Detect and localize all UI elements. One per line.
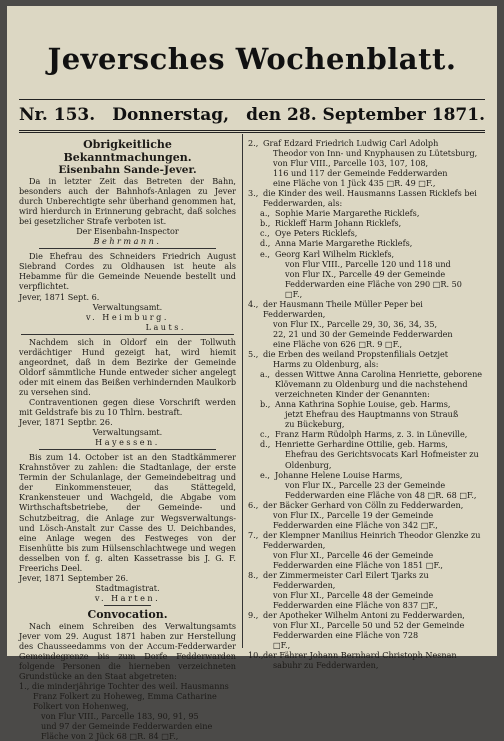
left-column <box>19 138 236 741</box>
register-item-text: der Klempner Manilius Heinrich Theodor Glenzke zu Fedderwarden, <box>263 529 481 550</box>
register-item-text: Fedderwarden eine Fläche von 837 □F., <box>273 600 438 611</box>
register-item <box>248 439 484 469</box>
register-item-text: von Flur IX., Parcelle 19 der Gemeinde <box>273 509 434 520</box>
register-item-text: Anna Marie Margarethe Ricklefs, <box>275 238 413 249</box>
notice-taxes: Bis zum 14. October ist an den Stadtkämmerer Krahnstöver zu zahlen: die Stadtanlage, der erste Termin der Schulanlage, der Gemeindebeitrag und der Einkommensteuer, das Stättegeld, Krankensteuer und Wachgeld, die Abgabe vom Wirthschaftsbetriebe, der Gemeinde- und Schutzbeitrag, die Anlage zur Wegsverwaltungs- und Lösch-Anstalt zur Casse des U. Deichbandes, eine Anlage wegen des Festweges von der Eisenhütte bis zum Hülsenschlachtwege und wegen desselben von f. g. alten Kassetrasse bis J. G. F. Freerichs Deel. <box>19 452 236 573</box>
register-item-number: 8., <box>248 570 259 581</box>
notice-rabies-office: Verwaltungsamt. <box>92 427 163 438</box>
register-item <box>248 218 484 228</box>
register-item-text: von Flur IX., Parcelle 23 der Gemeinde <box>285 479 446 490</box>
notice-midwife-sign2: Lauts. <box>145 321 186 332</box>
register-item-number: 3., <box>248 188 259 199</box>
newspaper-page <box>7 6 497 741</box>
register-item-number: 10., <box>248 650 264 661</box>
register-item-text: □F., <box>273 640 291 651</box>
register-item-text: von Flur IX., Parcelle 29, 30, 36, 34, 35, <box>273 318 438 329</box>
convocation-item-line: Folkert von Hohenweg, <box>33 701 129 712</box>
register-item-text: dessen Wittwe Anna Carolina Henriette, geborene Klövemann zu Oldenburg und die nachstehend verzeichneten Kinder der Genannten: <box>275 369 483 400</box>
issue-date: den 28. September 1871. <box>246 105 485 125</box>
convocation-intro: Nach einem Schreiben des Verwaltungsamts Jever vom 29. August 1871 haben zur Herstellung des Chausseedamms von der Accum-Fedderwarder Gemeindegrenze bis zum Dorfe Fedderwarden folgende Personen die hierneben verzeichneten Grundstücke an den Staat abgetreten: <box>19 620 236 682</box>
notice-taxes-date: Jever, 1871 September 26. <box>19 572 129 583</box>
issue-rule <box>19 130 485 133</box>
divider <box>39 248 216 249</box>
register-item-text: Oye Peters Ricklefs, <box>275 228 358 239</box>
register-item-text: Fedderwarden eine Fläche von 48 □R. 68 □F., <box>285 489 477 500</box>
register-item-number: a., <box>260 208 270 219</box>
register-item <box>248 429 484 439</box>
register-item-number: b., <box>260 218 271 229</box>
register-item <box>248 299 484 349</box>
register-item-text: der Zimmermeister Carl Eilert Tjarks zu <box>263 570 429 581</box>
register-item-text: der Bäcker Gerhard von Cölln zu Fedderwarden, <box>263 499 464 510</box>
register-item-text: Ehefrau des Gerichtsvocats Karl Hofmeister zu <box>285 449 479 460</box>
notice-midwife-date: Jever, 1871 Sept. 6. <box>19 291 100 302</box>
subheading-railway: Eisenbahn Sande-Jever. <box>58 164 197 176</box>
register-item-text: 22, 21 und 30 der Gemeinde Fedderwarden <box>273 328 453 339</box>
divider <box>39 449 216 450</box>
issue-number: Nr. 153. <box>19 105 96 125</box>
register-item-number: 5., <box>248 348 259 359</box>
register-item-number: 7., <box>248 529 259 540</box>
register-item-text: Franz Harm Rüdolph Harms, z. 3. in Lüneville, <box>275 429 468 440</box>
register-item-text: Theodor von Inn- und Knyphausen zu Lütetsburg, <box>273 148 478 159</box>
notice-rabies-sign: Hayessen. <box>95 437 160 448</box>
register-item-text: □F., <box>285 288 303 299</box>
register-item-text: die Kinder des weil. Hausmanns Lassen Ricklefs bei Fedderwarden, als: <box>263 188 477 209</box>
register-item-text: Rickleff Harm Johann Ricklefs, <box>275 218 402 229</box>
convocation-item-line: Franz Folkert zu Hoheweg, Emma Catharine <box>33 691 217 702</box>
register-item-text: zu Bückeburg, <box>285 419 345 430</box>
issue-line <box>19 103 485 127</box>
register-item-text: von Flur XI., Parcelle 48 der Gemeinde <box>273 590 434 601</box>
register-item <box>248 249 484 299</box>
convocation-item-line: 1., die minderjährige Tochter des weil. Hausmanns <box>19 681 229 692</box>
register-item-text: der Hausmann Theile Müller Peper bei Fedderwarden, <box>263 298 423 319</box>
register-item-text: Anna Kathrina Sophie Louise, geb. Harms, <box>275 399 451 410</box>
notice-taxes-office: Stadtmagistrat. <box>95 582 160 593</box>
register-item-text: von Flur VIII., Parcelle 103, 107, 108, <box>273 158 429 169</box>
register-item <box>248 399 484 429</box>
register-item <box>248 500 484 530</box>
register-item-number: d., <box>260 439 271 450</box>
register-item <box>248 208 484 218</box>
register-item <box>248 349 484 369</box>
register-item-text: von Flur IX., Parcelle 49 der Gemeinde <box>285 268 446 279</box>
register-item-number: 4., <box>248 298 259 309</box>
register-item-text: eine Fläche von 626 □R. 9 □F., <box>273 338 403 349</box>
register-item-text: Georg Karl Wilhelm Ricklefs, <box>275 248 395 259</box>
notice-midwife-sign: v. Heimburg. <box>86 311 169 322</box>
register-item <box>248 610 484 650</box>
register-item-number: 6., <box>248 499 259 510</box>
register-item-text: 116 und 117 der Gemeinde Fedderwarden <box>273 168 448 179</box>
register-item-text: von Flur XI., Parcelle 50 und 52 der Gemeinde Fedderwarden eine Fläche von 728 <box>273 620 465 641</box>
issue-weekday: Donnerstag, <box>112 105 230 125</box>
register-item-number: 2., <box>248 138 259 148</box>
register-item-number: e., <box>260 248 270 259</box>
register-item <box>248 138 484 188</box>
right-column <box>248 138 484 670</box>
convocation-item-1 <box>19 681 236 741</box>
register-item <box>248 188 484 208</box>
notice-rabies-penalty: Contraventionen gegen diese Vorschrift werden mit Geldstrafe bis zu 10 Thlrn. bestraft. <box>19 396 236 418</box>
register-item-text: Oldenburg, <box>285 459 332 470</box>
register-item <box>248 530 484 570</box>
register-item-text: Graf Edzard Friedrich Ludwig Carl Adolph <box>263 138 439 148</box>
section-heading-announcements: Obrigkeitliche Bekanntmachungen. <box>63 138 192 164</box>
register-item-number: e., <box>260 469 270 480</box>
convocation-item-line: und 97 der Gemeinde Fedderwarden eine <box>41 721 213 732</box>
register-item-text: die Erben des weiland Propstenfilials Oetzjet <box>263 348 449 359</box>
register-item-number: c., <box>260 429 270 440</box>
register-item-text: jetzt Ehefrau des Hauptmanns von Strauß <box>285 409 459 420</box>
register-item-text: von Flur VIII., Parcelle 120 und 118 und <box>285 258 451 269</box>
column-divider <box>242 134 243 648</box>
register-item-text: der Apotheker Wilhelm Antoni zu Fedderwarden, <box>263 610 465 621</box>
register-item <box>248 650 484 670</box>
notice-railway-sign-name: Behrmann. <box>93 236 162 247</box>
register-item-number: 9., <box>248 610 259 621</box>
register-item-text: Fedderwarden eine Fläche von 290 □R. 50 <box>285 278 462 289</box>
register-item-text: Harms zu Oldenburg, als: <box>273 359 379 370</box>
divider <box>104 605 151 606</box>
register-item-text: Sophie Marie Margarethe Ricklefs, <box>275 208 420 219</box>
register-item <box>248 470 484 500</box>
notice-taxes-sign: v. Harten. <box>94 592 161 603</box>
notice-rabies: Nachdem sich in Oldorf ein der Tollwuth verdächtiger Hund gezeigt hat, wird hiemit angeordnet, daß in dem Bezirke der Gemeinde Oldorf sämmtliche Hunde entweder sicher angelegt oder mit einem das Beißen verhindernden Maulkorb zu versehen sind. <box>19 336 236 397</box>
register-item-number: a., <box>260 369 270 380</box>
register-item-number: c., <box>260 228 270 239</box>
register-item-text: Fedderwarden eine Fläche von 1851 □F., <box>273 559 444 570</box>
notice-railway-sign-title: Der Eisenbahn-Inspector <box>76 226 179 237</box>
notice-midwife-office: Verwaltungsamt. <box>92 301 163 312</box>
masthead-title: Jeversches Wochenblatt. <box>47 42 457 76</box>
register-item-number: b., <box>260 399 271 410</box>
convocation-item-line: Fläche von 2 Jück 68 □R. 84 □F., <box>41 731 179 741</box>
register-item <box>248 238 484 248</box>
notice-rabies-date: Jever, 1871 Septbr. 26. <box>19 417 113 428</box>
divider <box>21 334 234 335</box>
register-item-text: Fedderwarden eine Fläche von 342 □F., <box>273 519 438 530</box>
register-item-text: Johanne Helene Louise Harms, <box>275 469 403 480</box>
register-item-number: d., <box>260 238 271 249</box>
register-item-text: der Fährer Johann Bernhard Christoph Nesnan <box>263 650 457 661</box>
register-item <box>248 369 484 399</box>
masthead-rule <box>19 99 485 100</box>
notice-midwife: Die Ehefrau des Schneiders Friedrich August Siebrand Cordes zu Oldhausen ist heute als Hebamme für die Gemeinde Neuende bestellt und verpflichtet. <box>19 251 236 292</box>
convocation-item-line: von Flur VIII., Parcelle 183, 90, 91, 95 <box>41 711 199 722</box>
register-item-text: eine Fläche von 1 Jück 435 □R. 49 □F., <box>273 178 436 189</box>
register-item <box>248 228 484 238</box>
register-item-text: von Flur XI., Parcelle 46 der Gemeinde <box>273 549 434 560</box>
register-item-text: Henriette Gerhardine Ottilie, geb. Harms, <box>275 439 448 450</box>
notice-railway: Da in letzter Zeit das Betreten der Bahn, besonders auch der Bahnhofs-Anlagen zu Jever durch Unberechtigte sehr überhand genommen hat, wird hierdurch in Erinnerung gebracht, daß solches bei gesetzlicher Strafe verboten ist. <box>19 176 236 227</box>
convocation-heading: Convocation. <box>87 607 168 621</box>
register-item <box>248 570 484 610</box>
register-item-text: Fedderwarden, <box>273 580 336 591</box>
register-item-text: sabuhr zu Fedderwarden, <box>273 660 379 671</box>
